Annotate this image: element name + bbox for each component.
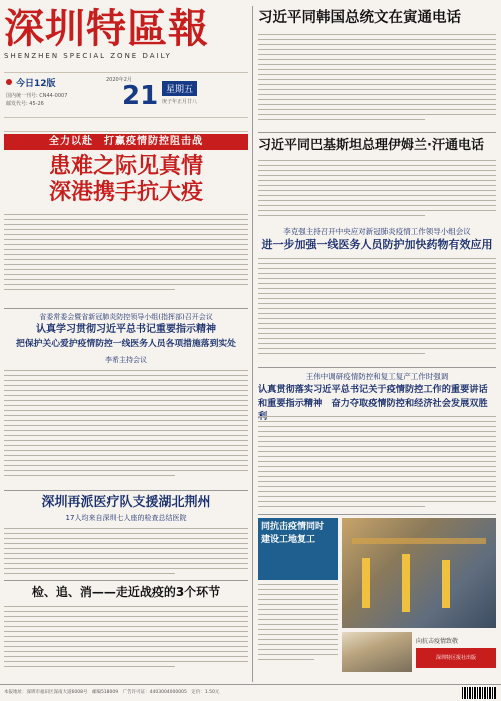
cn-code: 国内统一刊号: CN44-0007: [6, 93, 68, 99]
photo-feature-text: [258, 582, 338, 672]
campaign-banner: 全力以赴 打赢疫情防控阻击战: [4, 134, 248, 150]
headline-main-line2: 深港携手抗大疫: [48, 180, 203, 205]
small-photo: [342, 632, 412, 672]
issue-dot-icon: [6, 79, 12, 85]
postal-code: 邮发代号: 45-26: [6, 101, 44, 107]
photo-title-line2: 建设工地复工: [261, 535, 316, 545]
headline-jingzhou-team: 深圳再派医疗队支援湖北荆州: [41, 495, 211, 510]
barcode-icon: [462, 687, 496, 699]
weekday-badge: 星期五: [162, 81, 197, 96]
lunar-date: 庚子年正月廿八: [162, 99, 198, 105]
photo-detail: [362, 558, 370, 608]
page-footer: [0, 684, 501, 701]
photo-feature-label: [258, 518, 338, 580]
article-body-shenzhen-hk: [4, 212, 248, 304]
date-day: 21: [122, 81, 159, 111]
footer-text: 本报地址：深圳市福田区深南大道6008号 邮编518009 广告许可证：4403004000005 定价：1.50元: [4, 690, 220, 695]
photo-detail: [352, 538, 486, 544]
article-body-jingzhou: [4, 526, 248, 578]
photo-caption: 向抗击疫情致敬: [416, 638, 459, 645]
section-rule: [4, 308, 248, 309]
photo-detail: [442, 560, 450, 608]
article-body-wang: [258, 414, 496, 514]
article-body-pakistan: [258, 158, 496, 223]
publisher-badge: 深圳特区报社出版: [416, 648, 496, 668]
subhead-jingzhou-team: 17人均来自深圳七人座的检查总结医院: [65, 514, 187, 522]
headline-wang-a: 认真贯彻落实习近平总书记关于疫情防控工作的重要讲话: [258, 384, 488, 395]
kicker-wang-weizhong: 王伟中调研疫情防控和复工复产工作时强调: [305, 372, 449, 381]
construction-site-photo: [342, 518, 496, 628]
article-body-li-keqiang: [258, 256, 496, 366]
newspaper-title: 深圳特區報: [4, 5, 209, 52]
headline-medical-protection: 进一步加强一线医务人员防护加快药物有效应用: [261, 238, 493, 251]
photo-detail: [402, 554, 410, 612]
issue-info-bar: [4, 72, 248, 132]
section-rule: [258, 367, 496, 368]
article-body-korea: [258, 32, 496, 132]
date-prefix: 2020年2月: [106, 77, 132, 83]
column-divider: [252, 6, 253, 682]
headline-study-instructions: 认真学习贯彻习近平总书记重要指示精神: [36, 324, 216, 335]
byline-li-xi: 李希主持会议: [105, 356, 147, 364]
article-body-three-steps: [4, 604, 248, 680]
article-body-provincial: [4, 368, 248, 488]
headline-korea-call: 习近平同韩国总统文在寅通电话: [258, 10, 461, 26]
section-rule: [4, 490, 248, 491]
newspaper-english-title: SHENZHEN SPECIAL ZONE DAILY: [4, 52, 172, 60]
kicker-li-keqiang: 李克强主持召开中央应对新冠肺炎疫情工作领导小组会议: [283, 227, 471, 236]
section-rule: [258, 132, 496, 133]
masthead: [4, 6, 244, 62]
section-rule: [258, 514, 496, 515]
kicker-provincial-meeting: 省委常委会暨省新冠肺炎防控领导小组(指挥部)召开会议: [39, 313, 213, 321]
headline-pakistan-call: 习近平同巴基斯坦总理伊姆兰·汗通电话: [258, 138, 484, 153]
section-rule: [4, 580, 248, 581]
photo-title-line1: 同抗击疫情同时: [261, 522, 325, 532]
infobar-divider: [4, 117, 248, 118]
headline-protect-medics: 把保护关心爱护疫情防控一线医务人员各项措施落到实处: [16, 339, 236, 349]
headline-three-steps: 检、追、消——走近战疫的3个环节: [31, 585, 221, 599]
headline-wang-b: 和重要指示精神 奋力夺取疫情防控和经济社会发展双胜: [258, 398, 488, 409]
issue-pages: 今日12版: [16, 79, 56, 89]
headline-main-line1: 患难之际见真情: [48, 154, 203, 179]
